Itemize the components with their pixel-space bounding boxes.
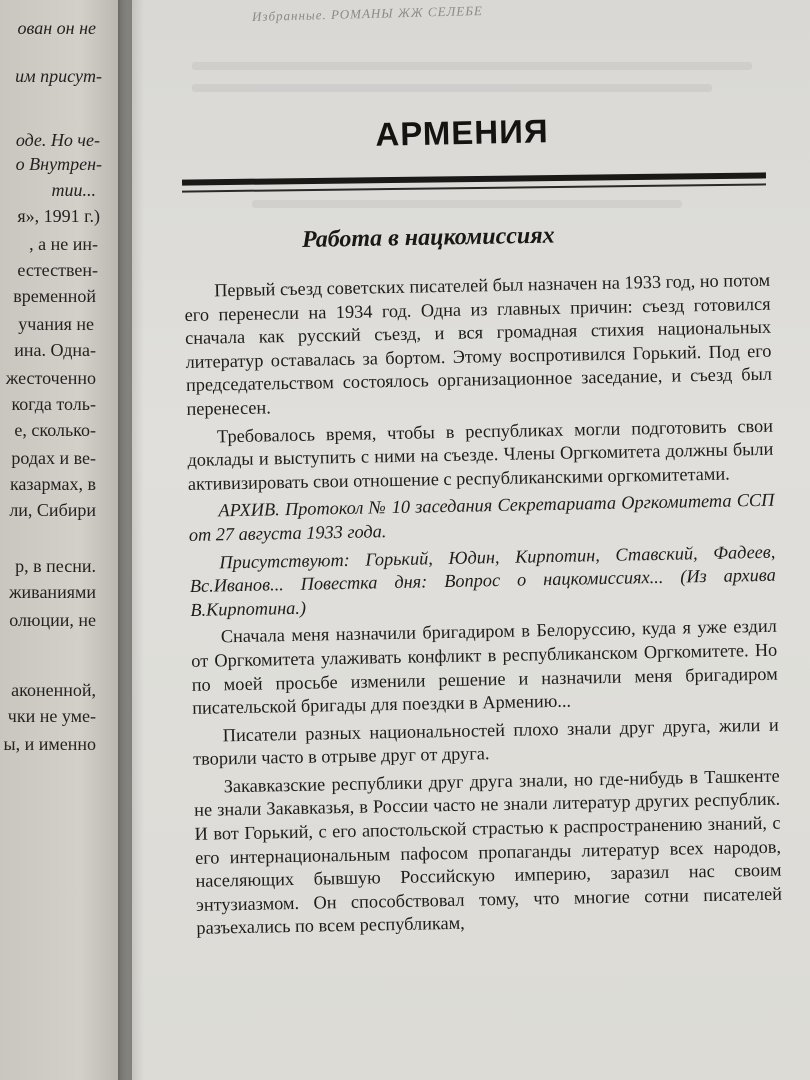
paragraph: Писатели разных национальностей плохо знали друг друга, жили и творили часто в отрыве друг от друга. xyxy=(193,714,779,770)
left-page-line: ован он не xyxy=(17,18,96,38)
left-page-line: им присут- xyxy=(15,66,102,86)
left-page xyxy=(0,0,132,1080)
left-page-line: казармах, в xyxy=(9,474,96,494)
left-page-line: ли, Сибири xyxy=(9,500,96,520)
left-page-line: ы, и именно xyxy=(3,734,96,754)
show-through-line xyxy=(192,84,712,92)
archive-paragraph: АРХИВ. Протокол № 10 заседания Секретариата Оргкомитета ССП от 27 августа 1933 года. xyxy=(188,490,775,545)
left-page-line: чки не уме- xyxy=(7,706,96,726)
paragraph: Закавказские республики друг друга знали, но где-нибудь в Ташкенте не знали Закавказья, в России часто не знали литератур других республик. И вот Горький, с его апостольской страстью к распространению знаний, с его интернациональным пафосом пропаганды литератур всех народов, населяющих бывшую Российскую империю, заразил нас своим энтузиазмом. Он способствовал тому, что многие сотни писателей разъехались по всем республикам, xyxy=(193,765,783,939)
section-title: Работа в нацкомиссиях xyxy=(301,222,555,253)
show-through-line xyxy=(252,200,682,208)
paragraph: Требовалось время, чтобы в республиках могли подготовить свои доклады и выступить с ними на съезде. Члены Оргкомитета должны были активизировать свои отношение с республиканскими оргкомитетами. xyxy=(187,415,774,494)
paragraph: Сначала меня назначили бригадиром в Белоруссию, куда я уже ездил от Оргкомитета улаживать конфликт в республиканском Оргкомитете. Но по моей просьбе изменили решение и назначили меня бригадиром писательской бригады для поездки в Армению... xyxy=(191,615,778,719)
left-page-line: когда толь- xyxy=(11,394,96,414)
left-page-line: е, сколько- xyxy=(14,420,96,440)
title-rule-thin xyxy=(182,183,766,192)
archive-paragraph: Присутствуют: Горький, Юдин, Кирпотин, Ставский, Фадеев, Вс.Иванов... Повестка дня: Вопрос о нацкомиссиях... (Из архива В.Кирпотина.) xyxy=(189,541,776,620)
left-page-line: тии... xyxy=(51,180,96,200)
left-page-line: р, в песни. xyxy=(15,556,96,576)
left-page-line: оде. Но че- xyxy=(15,130,100,150)
show-through-line xyxy=(192,62,752,70)
left-page-line: я», 1991 г.) xyxy=(17,206,100,226)
left-page-line: жесточенно xyxy=(5,368,96,388)
book-gutter xyxy=(118,0,144,1080)
left-page-line: естествен- xyxy=(17,260,98,280)
paragraph: Первый съезд советских писателей был назначен на 1933 год, но потом его перенесли на 1934 год. Одна из главных причин: съезд готовился сначала как русский съезд, и вся громадная стихия национальных литератур оставалась за бортом. Этому воспротивился Горький. Под его председательством состоялось организационное заседание, и съезд был перенесен. xyxy=(184,269,773,419)
left-page-line: учания не xyxy=(18,314,94,334)
body-text xyxy=(184,269,783,945)
left-page-line: временной xyxy=(13,286,96,306)
left-page-line: о Внутрен- xyxy=(15,154,102,174)
left-page-line: аконенной, xyxy=(11,680,96,700)
left-page-line: олюции, не xyxy=(9,610,96,630)
left-page-line: , а не ин- xyxy=(29,234,98,254)
left-page-line: живаниями xyxy=(9,582,96,602)
right-page xyxy=(132,0,810,1080)
left-page-line: ина. Одна- xyxy=(14,340,96,360)
chapter-title: АРМЕНИЯ xyxy=(375,112,549,153)
left-page-line: родах и ве- xyxy=(11,448,96,468)
running-head: Избранные. РОМАНЫ ЖЖ СЕЛЕБЕ xyxy=(251,2,484,25)
